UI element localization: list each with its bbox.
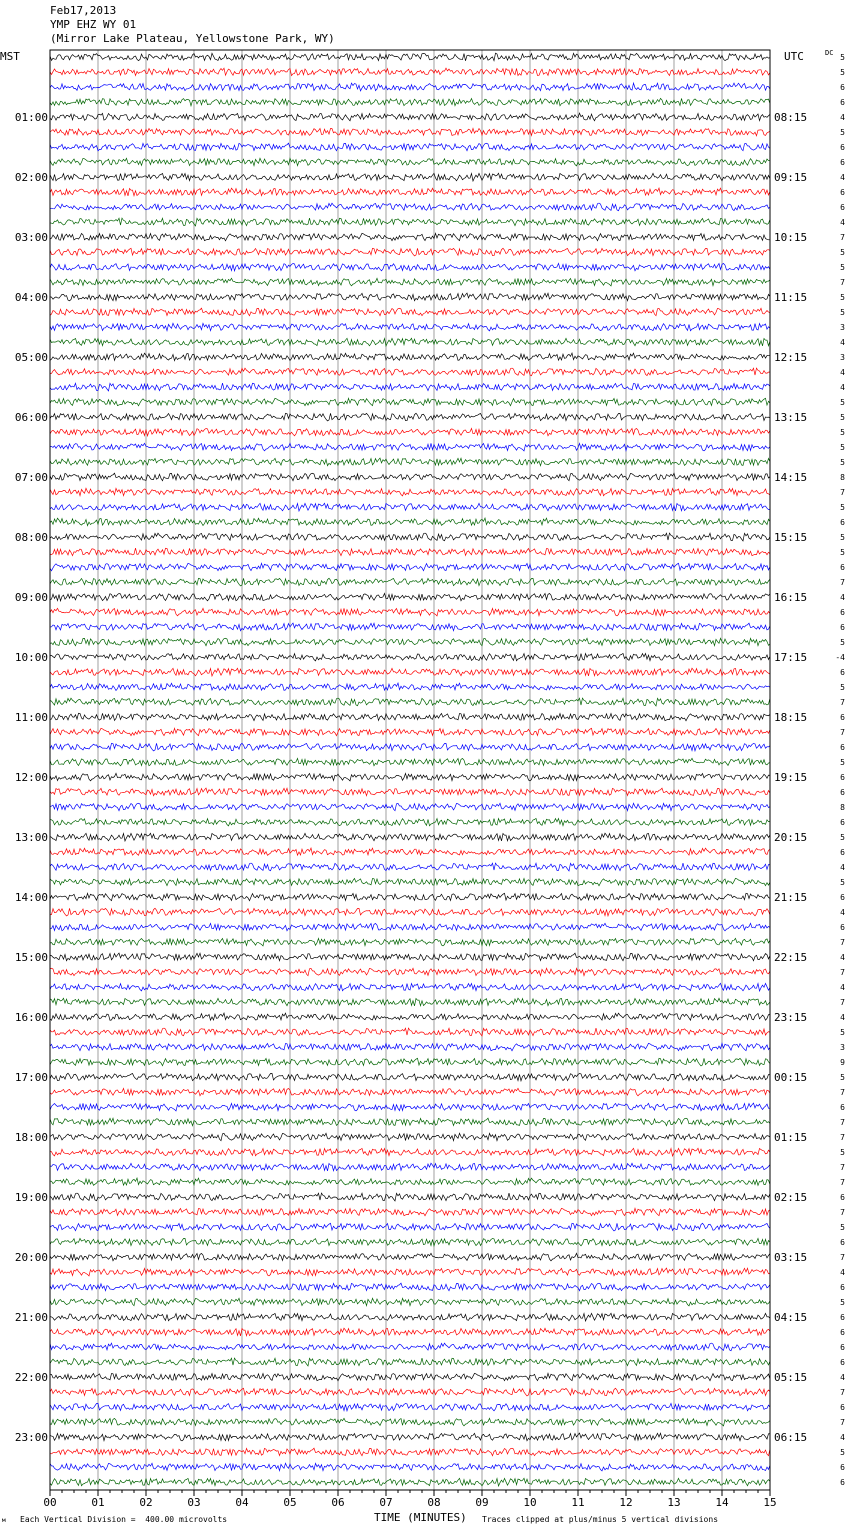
trace-line <box>50 968 770 975</box>
trace-line <box>50 863 770 871</box>
trace-line <box>50 803 770 810</box>
utc-hour-label: 11:15 <box>774 291 808 304</box>
mst-hour-label: 21:00 <box>14 1311 48 1324</box>
trace-line <box>50 143 770 151</box>
trace-line <box>50 1178 770 1185</box>
trace-line <box>50 743 770 751</box>
x-tick-label: 05 <box>283 1496 297 1509</box>
trace-line <box>50 593 770 600</box>
station-location: (Mirror Lake Plateau, Yellowstone Park, WY) <box>50 32 335 45</box>
dc-offset: 3 <box>840 1043 845 1052</box>
dc-offset: 7 <box>840 698 845 707</box>
trace-line <box>50 353 770 361</box>
trace-line <box>50 1193 770 1201</box>
dc-offset: 7 <box>840 278 845 287</box>
dc-offset: 5 <box>840 413 845 422</box>
dc-offset: 6 <box>840 1283 845 1292</box>
dc-offset: 4 <box>840 173 845 182</box>
dc-offset: 5 <box>840 443 845 452</box>
trace-line <box>50 758 770 766</box>
trace-line <box>50 953 770 961</box>
dc-offset: 6 <box>840 788 845 797</box>
trace-line <box>50 188 770 196</box>
dc-offset: 6 <box>840 623 845 632</box>
dc-offset: 7 <box>840 938 845 947</box>
dc-offset: 4 <box>840 983 845 992</box>
x-tick-label: 12 <box>619 1496 633 1509</box>
trace-line <box>50 1253 770 1261</box>
utc-hour-label: 23:15 <box>774 1011 808 1024</box>
station-code: YMP EHZ WY 01 <box>50 18 137 31</box>
dc-offset: 6 <box>840 158 845 167</box>
trace-line <box>50 158 770 166</box>
trace-line <box>50 1433 770 1441</box>
mst-hour-label: 23:00 <box>14 1431 48 1444</box>
dc-offset: 7 <box>840 488 845 497</box>
dc-offset: 4 <box>840 338 845 347</box>
utc-hour-label: 01:15 <box>774 1131 808 1144</box>
dc-offset: 5 <box>840 638 845 647</box>
trace-line <box>50 308 770 316</box>
trace-line <box>50 443 770 451</box>
dc-offset: 6 <box>840 188 845 197</box>
dc-offset: 6 <box>840 818 845 827</box>
x-tick-label: 13 <box>667 1496 681 1509</box>
x-tick-label: 11 <box>571 1496 585 1509</box>
trace-line <box>50 713 770 721</box>
dc-offset: 7 <box>840 1208 845 1217</box>
dc-offset: 5 <box>840 428 845 437</box>
trace-line <box>50 848 770 855</box>
dc-offset: 4 <box>840 908 845 917</box>
dc-offset: 7 <box>840 1118 845 1127</box>
dc-offset: 6 <box>840 1343 845 1352</box>
trace-line <box>50 413 770 421</box>
mst-hour-label: 06:00 <box>14 411 48 424</box>
trace-line <box>50 1298 770 1306</box>
trace-line <box>50 518 770 526</box>
dc-offset: 4 <box>840 1268 845 1277</box>
trace-line <box>50 1388 770 1396</box>
dc-offset: 9 <box>840 1058 845 1067</box>
dc-offset: 5 <box>840 1298 845 1307</box>
mst-hour-label: 07:00 <box>14 471 48 484</box>
mst-hour-label: 02:00 <box>14 171 48 184</box>
x-tick-label: 04 <box>235 1496 249 1509</box>
mst-hour-label: 20:00 <box>14 1251 48 1264</box>
utc-hour-label: 18:15 <box>774 711 808 724</box>
trace-line <box>50 533 770 541</box>
trace-line <box>50 68 770 76</box>
dc-offset: 6 <box>840 98 845 107</box>
x-axis-title: TIME (MINUTES) <box>374 1511 467 1524</box>
dc-offset: 4 <box>840 593 845 602</box>
dc-offset: 5 <box>840 1223 845 1232</box>
trace-line <box>50 1133 770 1140</box>
dc-offset: 6 <box>840 1403 845 1412</box>
trace-line <box>50 653 770 661</box>
scale-note: Each Vertical Division = 400.00 microvolts <box>20 1515 228 1524</box>
trace-line <box>50 323 770 331</box>
dc-offset: 5 <box>840 248 845 257</box>
mst-hour-label: 10:00 <box>14 651 48 664</box>
trace-line <box>50 1148 770 1156</box>
dc-offset: 7 <box>840 998 845 1007</box>
trace-line <box>50 1343 770 1351</box>
dc-offset: 6 <box>840 1358 845 1367</box>
dc-offset: 7 <box>840 1253 845 1262</box>
trace-line <box>50 788 770 796</box>
trace-line <box>50 728 770 735</box>
dc-offset: 7 <box>840 233 845 242</box>
dc-offset: 6 <box>840 608 845 617</box>
trace-line <box>50 473 770 481</box>
mst-hour-label: 17:00 <box>14 1071 48 1084</box>
trace-line <box>50 98 770 105</box>
dc-offset: 6 <box>840 773 845 782</box>
trace-line <box>50 833 770 841</box>
x-tick-label: 07 <box>379 1496 393 1509</box>
mst-hour-label: 05:00 <box>14 351 48 364</box>
trace-line <box>50 998 770 1006</box>
dc-offset: 4 <box>840 218 845 227</box>
dc-offset: 8 <box>840 473 845 482</box>
utc-hour-label: 09:15 <box>774 171 808 184</box>
x-tick-label: 01 <box>91 1496 105 1509</box>
trace-line <box>50 1058 770 1066</box>
mst-hour-label: 01:00 <box>14 111 48 124</box>
mst-hour-label: 22:00 <box>14 1371 48 1384</box>
mst-hour-label: 03:00 <box>14 231 48 244</box>
trace-line <box>50 623 770 631</box>
dc-offset: 4 <box>840 383 845 392</box>
dc-offset: 4 <box>840 1013 845 1022</box>
dc-offset: 5 <box>840 308 845 317</box>
utc-hour-label: 08:15 <box>774 111 808 124</box>
dc-offset: 5 <box>840 683 845 692</box>
trace-line <box>50 293 770 301</box>
trace-line <box>50 878 770 886</box>
utc-axis-label: UTC <box>784 50 804 63</box>
dc-offset: 6 <box>840 518 845 527</box>
dc-offset: 5 <box>840 1028 845 1037</box>
mst-axis-label: MST <box>0 50 20 63</box>
seismic-traces <box>50 53 770 1486</box>
trace-line <box>50 563 770 571</box>
dc-offset: 5 <box>840 1073 845 1082</box>
utc-hour-label: 04:15 <box>774 1311 808 1324</box>
dc-offset: 7 <box>840 1088 845 1097</box>
trace-line <box>50 983 770 991</box>
trace-line <box>50 503 770 511</box>
trace-line <box>50 1088 770 1096</box>
trace-line <box>50 263 770 270</box>
mst-hour-label: 16:00 <box>14 1011 48 1024</box>
plot-date: Feb17,2013 <box>50 4 117 17</box>
trace-line <box>50 173 770 181</box>
trace-line <box>50 1208 770 1216</box>
trace-line <box>50 818 770 826</box>
dc-offset: 8 <box>840 803 845 812</box>
trace-line <box>50 1073 770 1081</box>
dc-offset: 7 <box>840 1178 845 1187</box>
dc-offset: 5 <box>840 128 845 137</box>
trace-line <box>50 113 770 121</box>
trace-line <box>50 203 770 211</box>
dc-offset: 4 <box>840 1373 845 1382</box>
dc-offset: 6 <box>840 1328 845 1337</box>
utc-hour-label: 16:15 <box>774 591 808 604</box>
dc-offset: 5 <box>840 68 845 77</box>
dc-offset: 6 <box>840 143 845 152</box>
utc-hour-label: 05:15 <box>774 1371 808 1384</box>
trace-line <box>50 1163 770 1171</box>
x-tick-label: 10 <box>523 1496 537 1509</box>
dc-offset: 6 <box>840 1103 845 1112</box>
utc-hour-label: 15:15 <box>774 531 808 544</box>
utc-hour-label: 21:15 <box>774 891 808 904</box>
dc-offset: 6 <box>840 203 845 212</box>
dc-offset: 4 <box>840 863 845 872</box>
mst-hour-label: 18:00 <box>14 1131 48 1144</box>
x-tick-label: 14 <box>715 1496 729 1509</box>
dc-offset: 5 <box>840 548 845 557</box>
utc-hour-label: 03:15 <box>774 1251 808 1264</box>
trace-line <box>50 1028 770 1036</box>
mst-hour-label: 11:00 <box>14 711 48 724</box>
clip-note: Traces clipped at plus/minus 5 vertical divisions <box>482 1515 719 1524</box>
trace-line <box>50 548 770 556</box>
utc-hour-label: 17:15 <box>774 651 808 664</box>
trace-line <box>50 773 770 781</box>
trace-line <box>50 1373 770 1381</box>
dc-offset: 7 <box>840 1388 845 1397</box>
x-tick-label: 02 <box>139 1496 153 1509</box>
trace-line <box>50 1118 770 1126</box>
dc-offset: 6 <box>840 1238 845 1247</box>
dc-offset: 4 <box>840 1433 845 1442</box>
dc-offset: 5 <box>840 458 845 467</box>
trace-line <box>50 938 770 946</box>
trace-line <box>50 608 770 616</box>
trace-line <box>50 1358 770 1366</box>
dc-offset: 6 <box>840 893 845 902</box>
trace-line <box>50 638 770 645</box>
footer-mark: м <box>2 1517 6 1524</box>
utc-hour-label: 10:15 <box>774 231 808 244</box>
trace-line <box>50 1013 770 1020</box>
trace-line <box>50 83 770 91</box>
trace-line <box>50 398 770 406</box>
dc-offset: 7 <box>840 578 845 587</box>
utc-hour-label: 22:15 <box>774 951 808 964</box>
dc-offset: 5 <box>840 533 845 542</box>
trace-line <box>50 1448 770 1456</box>
mst-hour-label: 09:00 <box>14 591 48 604</box>
x-tick-label: 00 <box>43 1496 57 1509</box>
dc-offset: 5 <box>840 1448 845 1457</box>
dc-axis-label: DC <box>825 49 834 57</box>
trace-line <box>50 1478 770 1486</box>
mst-hour-label: 08:00 <box>14 531 48 544</box>
trace-line <box>50 1043 770 1051</box>
dc-offset: 6 <box>840 668 845 677</box>
trace-line <box>50 1268 770 1276</box>
trace-line <box>50 368 770 376</box>
dc-offset: 6 <box>840 1193 845 1202</box>
dc-offset: 6 <box>840 83 845 92</box>
dc-offset: 4 <box>840 113 845 122</box>
dc-offset: 6 <box>840 848 845 857</box>
dc-offset: 6 <box>840 743 845 752</box>
dc-offset: 5 <box>840 398 845 407</box>
dc-offset: 4 <box>840 953 845 962</box>
trace-line <box>50 458 770 466</box>
trace-line <box>50 233 770 241</box>
utc-hour-label: 13:15 <box>774 411 808 424</box>
trace-line <box>50 923 770 931</box>
dc-offset: 6 <box>840 1463 845 1472</box>
dc-offset: 3 <box>840 323 845 332</box>
utc-hour-label: 20:15 <box>774 831 808 844</box>
trace-line <box>50 893 770 900</box>
mst-hour-label: 12:00 <box>14 771 48 784</box>
mst-hour-label: 15:00 <box>14 951 48 964</box>
trace-line <box>50 218 770 226</box>
dc-offset: 7 <box>840 1163 845 1172</box>
trace-line <box>50 383 770 391</box>
utc-hour-label: 06:15 <box>774 1431 808 1444</box>
mst-hour-label: 04:00 <box>14 291 48 304</box>
trace-line <box>50 683 770 690</box>
dc-offset: 6 <box>840 563 845 572</box>
dc-offset: 5 <box>840 293 845 302</box>
dc-offset: 4 <box>840 368 845 377</box>
dc-offset: 5 <box>840 1148 845 1157</box>
trace-line <box>50 1238 770 1245</box>
dc-offset: 7 <box>840 1133 845 1142</box>
trace-line <box>50 428 770 435</box>
trace-line <box>50 1223 770 1231</box>
x-tick-label: 06 <box>331 1496 345 1509</box>
utc-hour-label: 02:15 <box>774 1191 808 1204</box>
dc-offset: 7 <box>840 1418 845 1427</box>
mst-hour-label: 19:00 <box>14 1191 48 1204</box>
utc-hour-label: 12:15 <box>774 351 808 364</box>
x-tick-label: 15 <box>763 1496 777 1509</box>
axis-ticks <box>50 1490 770 1496</box>
dc-offset: 5 <box>840 833 845 842</box>
trace-line <box>50 488 770 496</box>
trace-line <box>50 128 770 135</box>
dc-offset: 6 <box>840 1313 845 1322</box>
trace-line <box>50 578 770 586</box>
trace-line <box>50 1328 770 1336</box>
utc-hour-label: 19:15 <box>774 771 808 784</box>
trace-line <box>50 698 770 706</box>
utc-hour-label: 14:15 <box>774 471 808 484</box>
dc-offset: 7 <box>840 728 845 737</box>
trace-line <box>50 1283 770 1291</box>
utc-hour-label: 00:15 <box>774 1071 808 1084</box>
dc-offset: 3 <box>840 353 845 362</box>
dc-offset: 6 <box>840 923 845 932</box>
dc-offset: 5 <box>840 503 845 512</box>
trace-line <box>50 1103 770 1111</box>
mst-hour-label: 13:00 <box>14 831 48 844</box>
axis-labels <box>15 53 845 1509</box>
dc-offset: 6 <box>840 713 845 722</box>
dc-offset: 5 <box>840 263 845 272</box>
dc-offset: 5 <box>840 758 845 767</box>
mst-hour-label: 14:00 <box>14 891 48 904</box>
trace-line <box>50 908 770 916</box>
dc-offset: 5 <box>840 53 845 62</box>
trace-line <box>50 53 770 61</box>
dc-offset: -4 <box>835 653 845 662</box>
x-tick-label: 03 <box>187 1496 201 1509</box>
trace-line <box>50 1463 770 1471</box>
trace-line <box>50 1418 770 1426</box>
trace-line <box>50 668 770 676</box>
dc-offset: 5 <box>840 878 845 887</box>
x-tick-label: 09 <box>475 1496 489 1509</box>
trace-line <box>50 338 770 346</box>
trace-line <box>50 278 770 286</box>
dc-offset: 6 <box>840 1478 845 1487</box>
dc-offset: 7 <box>840 968 845 977</box>
trace-line <box>50 1403 770 1410</box>
trace-line <box>50 1313 770 1321</box>
trace-line <box>50 248 770 256</box>
x-tick-label: 08 <box>427 1496 441 1509</box>
